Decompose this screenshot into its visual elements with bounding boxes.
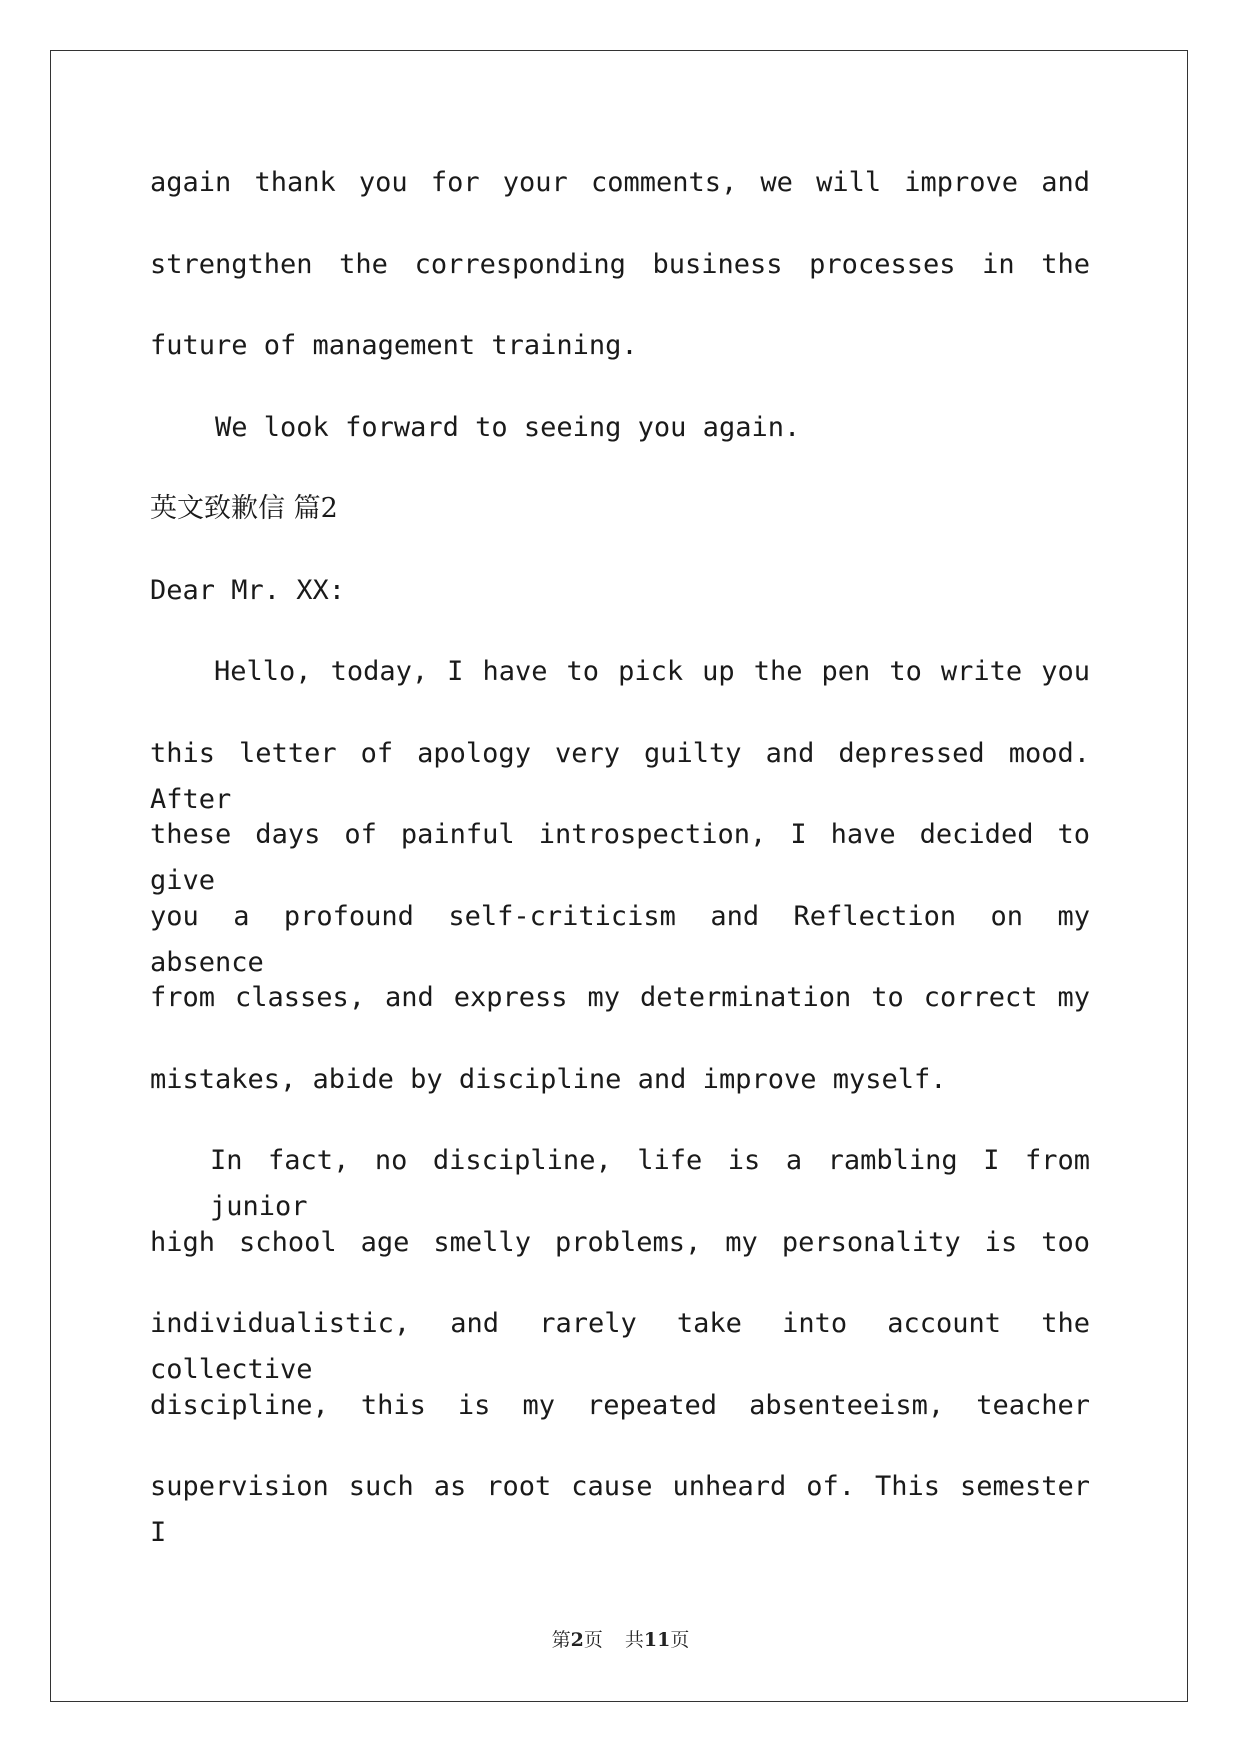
text-line: you a profound self-criticism and Reflection on my absence (150, 900, 1090, 978)
text-line: future of management training. (150, 330, 638, 361)
section-heading: 英文致歉信 篇2 (150, 493, 338, 524)
text-line: mistakes, abide by discipline and improve myself. (150, 1063, 947, 1095)
page-prefix: 第 (551, 1629, 571, 1651)
text-line: discipline, this is my repeated absenteeism, teacher (150, 1389, 1090, 1421)
text-line: supervision such as root cause unheard of. This semester I (150, 1471, 1090, 1548)
text-line: individualistic, and rarely take into account the collective (150, 1308, 1090, 1385)
text-line: Hello, today, I have to pick up the pen to write you (214, 656, 1090, 687)
text-line: from classes, and express my determination to correct my (150, 982, 1090, 1013)
page-number: 2 (570, 1629, 584, 1651)
text-line: high school age smelly problems, my personality is too (150, 1226, 1090, 1258)
document-body (150, 160, 1090, 1546)
text-line: In fact, no discipline, life is a rambling I from junior (210, 1145, 1090, 1222)
text-line: these days of painful introspection, I have decided to give (150, 819, 1090, 896)
page-footer (0, 1625, 1241, 1652)
total-suffix: 页 (670, 1629, 690, 1651)
text-line: this letter of apology very guilty and depressed mood. After (150, 737, 1090, 815)
text-line: We look forward to seeing you again. (150, 411, 801, 443)
total-pages: 11 (643, 1629, 671, 1651)
salutation: Dear Mr. XX: (150, 574, 346, 606)
total-prefix: 共 (624, 1629, 644, 1651)
page-suffix: 页 (583, 1629, 603, 1651)
text-line: strengthen the corresponding business processes in the (150, 248, 1090, 280)
text-line: again thank you for your comments, we will improve and (150, 167, 1090, 198)
